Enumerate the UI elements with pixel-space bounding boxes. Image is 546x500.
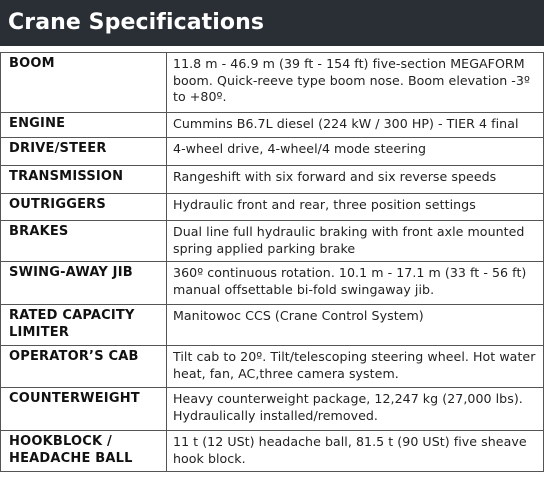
spec-label: SWING-AWAY JIB: [1, 262, 167, 305]
spec-label: HOOKBLOCK / HEADACHE BALL: [1, 431, 167, 472]
spec-row-swing-away-jib: [1, 262, 544, 305]
spec-label: COUNTERWEIGHT: [1, 388, 167, 431]
spec-title: Crane Specifications: [0, 0, 544, 46]
spec-row-drive-steer: [1, 138, 544, 166]
spec-value: Rangeshift with six forward and six reverse speeds: [167, 166, 544, 194]
spec-value: 360º continuous rotation. 10.1 m - 17.1 m (33 ft - 56 ft) manual offsettable bi-fold swingaway jib.: [167, 262, 544, 305]
spec-label: DRIVE/STEER: [1, 138, 167, 166]
spec-row-hookblock: [1, 431, 544, 472]
spec-row-transmission: [1, 166, 544, 194]
spec-value: 4-wheel drive, 4-wheel/4 mode steering: [167, 138, 544, 166]
spec-row-operators-cab: [1, 346, 544, 388]
spec-value: Dual line full hydraulic braking with front axle mounted spring applied parking brake: [167, 221, 544, 262]
spec-label: ENGINE: [1, 113, 167, 138]
spec-value: 11.8 m - 46.9 m (39 ft - 154 ft) five-section MEGAFORM boom. Quick-reeve type boom nose. Boom elevation -3º to +80º.: [167, 53, 544, 113]
spec-row-boom: [1, 53, 544, 113]
spec-value: Hydraulic front and rear, three position settings: [167, 194, 544, 221]
spec-label: OUTRIGGERS: [1, 194, 167, 221]
spec-label: RATED CAPACITY LIMITER: [1, 305, 167, 346]
spec-value: Cummins B6.7L diesel (224 kW / 300 HP) - TIER 4 final: [167, 113, 544, 138]
spec-value: Manitowoc CCS (Crane Control System): [167, 305, 544, 346]
spec-label: OPERATOR’S CAB: [1, 346, 167, 388]
spec-label: BRAKES: [1, 221, 167, 262]
spec-row-outriggers: [1, 194, 544, 221]
spec-table: [0, 52, 544, 472]
spec-row-rated-capacity-limiter: [1, 305, 544, 346]
spec-row-brakes: [1, 221, 544, 262]
spec-value: Heavy counterweight package, 12,247 kg (27,000 lbs). Hydraulically installed/removed.: [167, 388, 544, 431]
spec-value: 11 t (12 USt) headache ball, 81.5 t (90 USt) five sheave hook block.: [167, 431, 544, 472]
spec-label: TRANSMISSION: [1, 166, 167, 194]
spec-row-engine: [1, 113, 544, 138]
spec-row-counterweight: [1, 388, 544, 431]
spec-label: BOOM: [1, 53, 167, 113]
spec-value: Tilt cab to 20º. Tilt/telescoping steering wheel. Hot water heat, fan, AC,three camera system.: [167, 346, 544, 388]
